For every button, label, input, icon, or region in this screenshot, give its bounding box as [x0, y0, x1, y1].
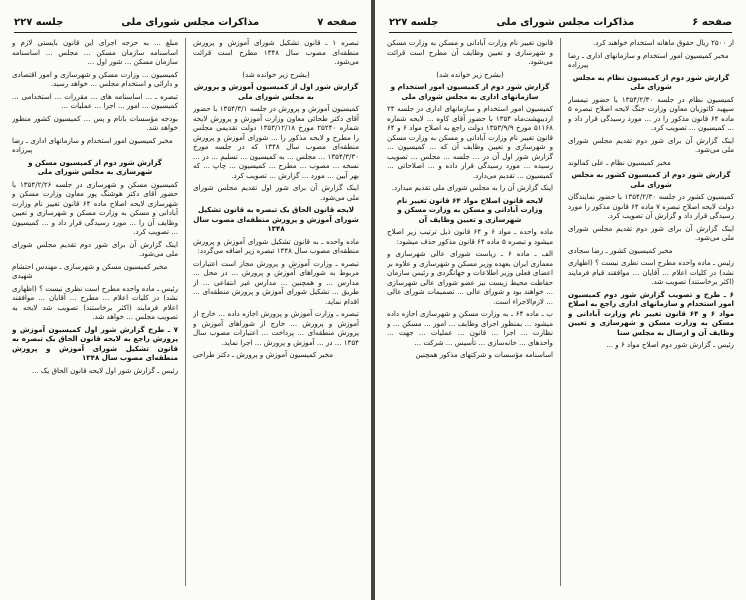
paragraph: قانون تغییر نام وزارت آبادانی و مسکن به وزارت مسکن و شهرسازی و تعیین وظایف آن مطرح است قرائت می‌شود. — [387, 38, 553, 66]
right-page — [375, 0, 746, 600]
paragraph: الف ـ ماده ۶ ـ ریاست شورای عالی شهرسازی و معماری ایران بعهده وزیر مسکن و شهرسازی و علاوه بر اعضای فعلی وزیر اطلاعات و جهانگردی و رئیس سازمان حفاظت محیط زیست نیز عضو شورای عالی شهرسازی ... خواهند بود و شورای عالی ... تصمیمات شورای عالی ... لازم‌الاجراء است. — [387, 249, 553, 306]
report-heading: گزارش شور دوم از کمیسیون نظام به مجلس شورای ملی — [572, 72, 730, 91]
report-heading: گزارش شور دوم از کمیسیون مسکن و شهرسازی به مجلس شورای ملی — [28, 157, 162, 176]
left-page-left-column — [12, 38, 178, 590]
paragraph: کمیسیون نظام در جلسه ۱۳۵۴/۲/۳۰ با حضور تیمسار سپهبد کاتوزیان معاون وزارت جنگ لایحه اصلاح تبصره ۵ ماده ۶۴ قانون مذکور را در ... مورد رسیدگی قرار داد و ... کمیسیون ... تصویب کرد. — [568, 94, 734, 132]
column-divider — [560, 38, 561, 586]
right-page-header — [389, 14, 732, 30]
paragraph: تبصره ۱ ـ قانون تشکیل شورای آموزش و پرورش منطقه‌ای مصوب سال ۱۳۴۸ مطرح است قرائت می‌شود. — [193, 38, 359, 66]
paragraph: تبصره ـ وزارت آموزش و پرورش اجازه داده ... خارج از آموزش و پرورش ... خارج از شوراهای آموزش و پرورش منطقه‌ای ... پرداخت ... اعتبارات مصوب سال ۱۳۵۴ ... در ... آموزش و پرورش ... اجرا نماید. — [193, 309, 359, 347]
paragraph: (بشرح زیر خوانده شد) — [436, 69, 504, 79]
paragraph: رئیس ـ گزارش شور اول لایحه قانون الحاق یک ... — [31, 365, 178, 375]
left-page-right-column — [193, 38, 359, 590]
right-header-rule — [389, 32, 732, 33]
right-page-right-column — [568, 38, 734, 590]
report-heading: گزارش شور اول از کمیسیون آموزش و پرورش به مجلس شورای ملی — [193, 82, 359, 101]
paragraph: (بشرح زیر خوانده شد) — [242, 69, 310, 79]
agenda-item-heading: ۷ ـ طرح گزارش شور اول کمیسیون آموزش و پرورش راجع به لایحه قانون الحاق یک تبصره به قانون تشکیل شورای آموزش و پرورش منطقه‌ای مصوب سال ۱۳۴۸ — [12, 324, 178, 362]
right-page-title: مذاکرات مجلس شورای ملی — [496, 16, 635, 28]
paragraph: کمیسیون آموزش و پرورش در جلسه ۱۳۵۴/۳/۱ با حضور آقای دکتر طحائی معاون وزارت آموزش و پرورش لایحه شماره ۲۵۲۴۰ مورخ ۱۳۵۳/۱۲/۱۸ دولت تقدیمی مجلس را مطرح و لایحه مذکور را ... شورای آموزش و پرورش منطقه‌ای مصوب سال ۱۳۴۸ که در جلسه مورخ ۱۳۵۴/۳/۳۰ ... مجلس ... به کمیسیون ... تسلیم ... در ... نسخه ... مصوب ... مطرح ... کمیسیون ... چاپ ... که بهر آیین ... مورد ... گزارش ... تصویب کرد. — [193, 104, 359, 180]
paragraph: کمیسیون ... وزارت مسکن و شهرسازی و امور اقتصادی و دارائی و استخدام مجلس ... خواهد رسید. — [12, 69, 178, 88]
paragraph: ماده واحده ـ مواد ۶ و ۶۴ قانون ذیل ترتیب زیر اصلاح میشود و تبصره ۵ ماده ۶۴ قانون مذکور حذف میشود: — [387, 227, 553, 246]
paragraph: کمیسیون مسکن و شهرسازی در جلسه ۱۳۵۴/۲/۲۶ با حضور آقای دکتر هوشنگ پور معاون وزارت مسکن و شهرسازی لایحه اصلاح ماده ۶۴ قانون تغییر نام وزارت آبادانی و مسکن به وزارت مسکن و شهرسازی و تعیین وظایف آن را ... مورد رسیدگی قرار داد و ... کمیسیون ... تصویب کرد. — [12, 179, 178, 236]
right-page-session: جلسه ۲۲۷ — [389, 16, 439, 28]
right-page-number: صفحه ۶ — [692, 16, 732, 28]
signature-line: مخبر کمیسیون کشور ـ رضا سجادی — [568, 245, 673, 255]
left-page-number: صفحه ۷ — [317, 16, 357, 28]
signature-line: مخبر کمیسیون نظام ـ علی کمالوند — [568, 157, 671, 167]
paragraph: رئیس ـ گزارش شور دوم اصلاح مواد ۶ و ... — [606, 340, 734, 349]
paragraph: اینک گزارش آن برای شور اول تقدیم مجلس شورای ملی می‌شود. — [193, 183, 359, 202]
signature-line: مخبر کمیسیون مسکن و شهرسازی ـ مهندس احتشام شهیدی — [12, 261, 168, 280]
paragraph: اینک گزارش آن برای شور دوم تقدیم مجلس شورای ملی می‌شود. — [568, 223, 734, 242]
paragraph: تبصره ـ ... اساسنامه های ... مقررات ... استخدامی ... کمیسیون ... امور ... اجرا ... عملیات ... — [12, 91, 178, 110]
paragraph: تبصره ـ وزارت آموزش و پرورش مجاز است اعتبارات مربوط به شوراهای آموزش و پرورش ... در محل ... مدارس ... و همچنین ... مدارس غیر انتفاعی ... از طریق ... تشکیل شورای آموزش و پرورش منطقه‌ای ... اقدام نماید. — [193, 258, 359, 306]
left-page-session: جلسه ۲۲۷ — [14, 16, 64, 28]
paragraph: ماده واحده ـ به قانون تشکیل شورای آموزش و پرورش منطقه‌ای مصوب سال ۱۳۴۸ تبصره زیر اضافه می‌گردد: — [193, 236, 359, 255]
paragraph: اینک گزارش آن برای شور دوم تقدیم مجلس شورای ملی می‌شود. — [12, 239, 178, 258]
bill-title: لایحه قانون الحاق یک تبصره به قانون تشکیل شورای آموزش و پرورش منطقه‌ای مصوب سال ۱۳۴۸ — [193, 205, 359, 233]
paragraph: ب ـ ماده ۶۴ ـ به وزارت مسکن و شهرسازی اجازه داده میشود ... بمنظور اجرای وظایف ... امور ... مسکن ... و نظارت ... اجرا ... قانون ... عملیات ... جهت ... واحدهای ... خانه‌سازی ... تأسیس ... شرکت ... — [387, 309, 553, 347]
report-heading: گزارش شور دوم از کمیسیون امور استخدام و سازمانهای اداری به مجلس شورای ملی — [390, 82, 550, 101]
bill-title: لایحه قانون اصلاح مواد ۶۴ قانون تغییر نام وزارت آبادانی و مسکن به وزارت مسکن و شهرسازی و تعیین وظایف آن — [396, 195, 544, 224]
column-divider — [185, 38, 186, 586]
paragraph: کمیسیون کشور در جلسه ۱۳۵۴/۲/۳۰ با حضور نمایندگان دولت لایحه اصلاح تبصره ۷ ماده ۶۴ قانون مذکور را مورد رسیدگی قرار داد و گزارش آن تصویب کرد. — [568, 192, 734, 220]
paragraph: رئیس ـ ماده واحده مطرح است نظری نیست ؟ (اظهاری نشد) در کلیات اعلام ... آقایان ... موافقند قیام فرمایند (اکثر برخاستند) تصویب شد. — [568, 258, 734, 286]
signature-line: مخبر کمیسیون آموزش و پرورش ـ دکتر طراحی — [193, 350, 334, 359]
paragraph: بودجه مؤسسات بانام و پس ... کمیسیون کشور منظور خواهد شد. — [12, 113, 178, 132]
paragraph: کمیسیون امور استخدام و سازمانهای اداری در جلسه ۲۴ اردیبهشت‌ماه ۱۳۵۴ با حضور آقای کاوه ... لایحه شماره ۵۱۱۶۸ مورخ ۱۳۵۳/۹/۹ دولت راجع به اصلاح مواد ۶ و ۶۴ قانون تغییر نام وزارت آبادانی و مسکن به وزارت مسکن و شهرسازی و تعیین وظایف آن که ... کمیسیون ... گزارش شور اول آن در ... جلسه ... مجلس ... تصویب رسیده ... مورد رسیدگی قرار داده و ... اصلاحاتی ... کمیسیون ... تقدیم می‌دارد. — [387, 104, 553, 180]
left-header-rule — [14, 32, 357, 33]
paragraph: از ۲۵۰۰ ریال حقوق ماهانه استخدام خواهند کرد. — [593, 38, 734, 47]
left-page — [0, 0, 371, 600]
agenda-item-heading: ۶ ـ طرح و تصویب گزارش شور دوم کمیسیون امور استخدام و سازمانهای اداری راجع به اصلاح مواد ۶ و ۶۴ قانون تغییر نام وزارت آبادانی و مسکن به وزارت مسکن و شهرسازی و تعیین وظایف آن و ارسال به مجلس سنا — [568, 289, 734, 337]
left-page-header — [14, 14, 357, 30]
left-page-title: مذاکرات مجلس شورای ملی — [121, 16, 260, 28]
right-page-left-column — [387, 38, 553, 590]
paragraph: اینک گزارش آن را به مجلس شورای ملی تقدیم میدارد. — [391, 183, 553, 192]
report-heading: گزارش شور دوم از کمیسیون کشور به مجلس شورای ملی — [571, 170, 731, 189]
signature-line: مخبر کمیسیون امور استخدام و سازمانهای اداری ـ رضا پیرزاده — [568, 50, 729, 69]
paragraph: رئیس ـ ماده واحده مطرح است نظری نیست ؟ (اظهاری نشد) در کلیات اعلام ... مطرح ... آقایان ... موافقند اعلام فرمایند (اکثر برخاستند) تصویب شد لایحه به تصویب مجلس ... خواهد شد. — [12, 283, 178, 321]
paragraph: مبلغ ... به حرجه اجرای این قانون بایستی لازم و اساسنامه سازمان مسکن ... مجلس ... اساسنامه سازمان مسکن ... شور اول ... — [12, 38, 178, 66]
paragraph: اساسنامه مؤسسات و شرکتهای مذکور همچنین — [415, 350, 553, 359]
signature-line: مخبر کمیسیون امور استخدام و سازمانهای اداری ـ رضا پیرزاده — [12, 135, 173, 154]
paragraph: اینک گزارش آن برای شور دوم تقدیم مجلس شورای ملی می‌شود. — [568, 135, 734, 154]
